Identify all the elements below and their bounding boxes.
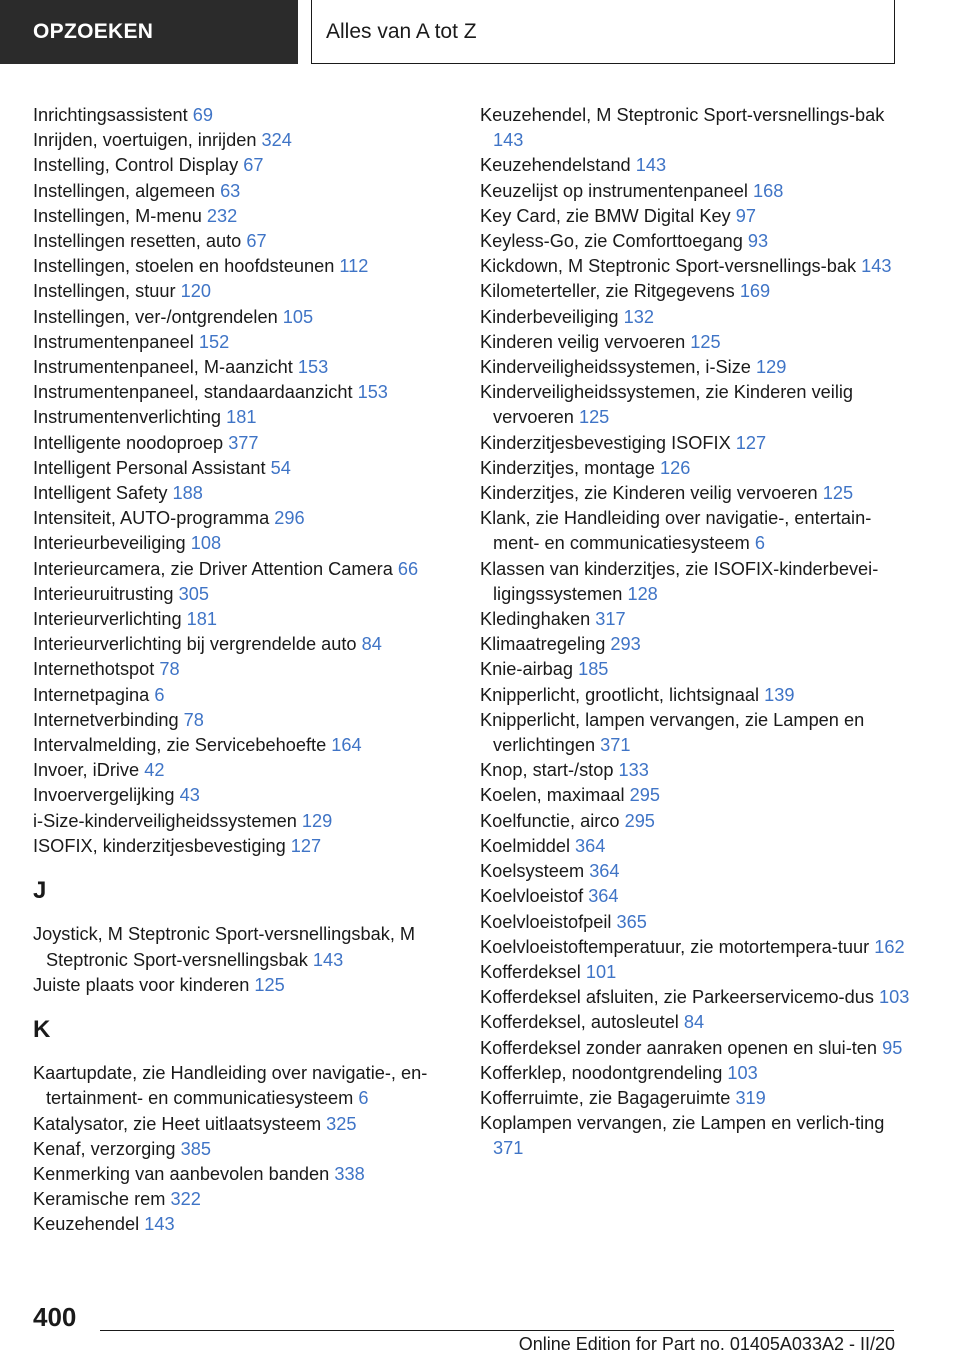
index-entry-text: Instrumentenpaneel, standaardaanzicht: [33, 382, 353, 403]
index-entry-text: ISOFIX, kinderzitjesbevestiging: [33, 835, 286, 856]
index-entry: [33, 582, 453, 607]
index-entry-text: Kledinghaken: [480, 609, 591, 630]
page-reference-link[interactable]: 125: [822, 483, 854, 504]
page-number: 400: [33, 1302, 77, 1332]
index-entry: [480, 809, 910, 834]
page-reference-link[interactable]: 133: [618, 760, 649, 781]
page-reference-link[interactable]: 78: [183, 709, 204, 730]
index-entry-text: Kinderen veilig vervoeren: [480, 331, 686, 352]
page-reference-link[interactable]: 143: [144, 1214, 175, 1235]
index-entry-text: Invoervergelijking: [33, 785, 175, 806]
index-entry-text: Koelvloeistoftemperatuur, zie motortempera-tuur: [480, 936, 870, 957]
index-entry: [480, 1111, 910, 1161]
index-entry: [33, 1187, 453, 1212]
page-reference-link[interactable]: 324: [261, 130, 292, 151]
index-entry-text: Koplampen vervangen, zie Lampen en verlich-ting: [480, 1113, 885, 1134]
page-reference-link[interactable]: 153: [297, 357, 329, 378]
page-reference-link[interactable]: 338: [334, 1163, 365, 1184]
index-entry-text: Intelligent Safety: [33, 483, 168, 504]
index-entry-text: Kenmerking van aanbevolen banden: [33, 1163, 330, 1184]
index-entry: [33, 683, 453, 708]
index-entry: [33, 531, 453, 556]
page-reference-link[interactable]: 317: [595, 609, 626, 630]
index-entry-text: Klank, zie Handleiding over navigatie-, entertain-ment- en communicatiesysteem: [480, 508, 872, 554]
index-entry-text: Knipperlicht, grootlicht, lichtsignaal: [480, 684, 760, 705]
index-entry-text: Internetpagina: [33, 684, 150, 705]
page-reference-link[interactable]: 143: [312, 949, 344, 970]
index-entry-text: Kinderzitjes, zie Kinderen veilig vervoeren: [480, 483, 818, 504]
index-entry-text: Koelsysteem: [480, 861, 585, 882]
page-reference-link[interactable]: 364: [588, 886, 619, 907]
index-entry: [33, 657, 453, 682]
index-entry-text: Keramische rem: [33, 1189, 166, 1210]
index-entry-text: Interieurbeveiliging: [33, 533, 186, 554]
index-entry: [480, 254, 910, 279]
index-entry: [480, 657, 910, 682]
index-entry: [480, 683, 910, 708]
index-entry-text: Instellingen, stoelen en hoofdsteunen: [33, 256, 335, 277]
page-reference-link[interactable]: 63: [220, 180, 241, 201]
index-entry: [480, 481, 910, 506]
index-entry-text: Instellingen, ver-/ontgrendelen: [33, 306, 278, 327]
page-reference-link[interactable]: 6: [754, 533, 765, 554]
index-entry: [33, 355, 453, 380]
index-entry: [33, 1061, 453, 1111]
index-entry-text: Knipperlicht, lampen vervangen, zie Lampen en verlichtingen: [480, 709, 865, 756]
section-title: Alles van A tot Z: [326, 19, 477, 43]
index-entry-text: Interieurverlichting bij vergrendelde auto: [33, 634, 357, 655]
index-entry-text: Instrumentenverlichting: [33, 407, 222, 428]
index-entry: [33, 834, 453, 859]
index-entry-text: i-Size-kinderveiligheidssystemen: [33, 810, 297, 831]
index-entry: [33, 431, 453, 456]
index-entry: [33, 229, 453, 254]
index-entry: [33, 708, 453, 733]
index-entry: [33, 305, 453, 330]
index-entry-text: Keuzehendelstand: [480, 155, 631, 176]
page-reference-link[interactable]: 101: [585, 961, 617, 982]
index-entry: [33, 456, 453, 481]
index-entry: [33, 557, 453, 582]
index-entry: [33, 128, 453, 153]
page-reference-link[interactable]: 126: [659, 457, 691, 478]
index-entry-text: Keyless-Go, zie Comforttoegang: [480, 231, 743, 252]
index-entry-text: Instellingen, M-menu: [33, 205, 202, 226]
index-entry: [480, 179, 910, 204]
page-reference-link[interactable]: 103: [878, 987, 910, 1008]
page-reference-link[interactable]: 385: [180, 1138, 211, 1159]
index-entry-text: Inrijden, voertuigen, inrijden: [33, 130, 257, 151]
index-entry: [33, 153, 453, 178]
index-entry: [480, 884, 910, 909]
page-reference-link[interactable]: 67: [243, 155, 264, 176]
footer-edition-text: Online Edition for Part no. 01405A033A2 - II/20: [518, 1334, 895, 1354]
index-entry-text: Klimaatregeling: [480, 634, 606, 655]
index-entry-text: Kinderveiligheidssystemen, i-Size: [480, 357, 751, 378]
header-tab-label: OPZOEKEN: [33, 20, 154, 43]
index-entry-text: Instrumentenpaneel: [33, 331, 194, 352]
index-entry: [33, 103, 453, 128]
index-entry: [480, 279, 910, 304]
page-reference-link[interactable]: 67: [246, 231, 267, 252]
index-entry: [33, 607, 453, 632]
page-reference-link[interactable]: 322: [170, 1189, 201, 1210]
footer-divider: [100, 1330, 894, 1331]
index-entry: [480, 456, 910, 481]
index-entry: [33, 809, 453, 834]
page-reference-link[interactable]: 371: [493, 1138, 524, 1159]
index-entry: [480, 229, 910, 254]
index-entry-text: Kofferdeksel, autosleutel: [480, 1012, 679, 1033]
index-entry-text: Interieurverlichting: [33, 609, 182, 630]
page-reference-link[interactable]: 143: [635, 155, 667, 176]
section-letter-j: J: [33, 877, 47, 905]
page-reference-link[interactable]: 143: [861, 256, 892, 277]
index-column-right: [480, 103, 910, 1162]
index-entry-text: Intensiteit, AUTO-programma: [33, 508, 270, 529]
index-entry-text: Kofferklep, noodontgrendeling: [480, 1062, 723, 1083]
index-entry-text: Instellingen, algemeen: [33, 180, 215, 201]
index-entry-text: Kinderbeveiliging: [480, 306, 619, 327]
index-entry-text: Kickdown, M Steptronic Sport-versnellings-bak: [480, 256, 857, 277]
index-entry: [33, 1137, 453, 1162]
index-entry: [33, 506, 453, 531]
page-reference-link[interactable]: 125: [578, 407, 610, 428]
index-entry-text: Koelvloeistof: [480, 886, 584, 907]
page-reference-link[interactable]: 112: [339, 256, 369, 277]
index-entry: [33, 179, 453, 204]
index-entry: [480, 910, 910, 935]
index-entry-text: Koelfunctie, airco: [480, 810, 620, 831]
index-entry: [33, 1112, 453, 1137]
header-tab-opzoeken[interactable]: [0, 0, 298, 64]
index-entry: [480, 1061, 910, 1086]
page-reference-link[interactable]: 43: [179, 785, 200, 806]
index-entry: [480, 758, 910, 783]
index-entry-text: Kofferdeksel: [480, 961, 581, 982]
index-entry: [480, 305, 910, 330]
index-entry-text: Keuzelijst op instrumentenpaneel: [480, 180, 748, 201]
section-letter-k: K: [33, 1015, 51, 1043]
page-reference-link[interactable]: 125: [254, 974, 285, 995]
index-entry-text: Invoer, iDrive: [33, 760, 140, 781]
index-entry: [480, 153, 910, 178]
index-entry-text: Instelling, Control Display: [33, 155, 239, 176]
page-reference-link[interactable]: 105: [282, 306, 314, 327]
index-entry-text: Knop, start-/stop: [480, 760, 614, 781]
index-entry-text: Kofferdeksel afsluiten, zie Parkeerservicemo-dus: [480, 987, 874, 1008]
page-reference-link[interactable]: 296: [274, 508, 305, 529]
index-entry-text: Intelligent Personal Assistant: [33, 457, 266, 478]
index-entry-text: Kenaf, verzorging: [33, 1138, 176, 1159]
index-entry: [33, 1212, 453, 1237]
index-entry: [480, 632, 910, 657]
index-entry: [480, 506, 910, 556]
index-entry: [33, 204, 453, 229]
page-reference-link[interactable]: 66: [397, 558, 419, 579]
index-entry: [33, 758, 453, 783]
index-entry-text: Inrichtingsassistent: [33, 105, 188, 125]
index-entry-text: Instellingen resetten, auto: [33, 231, 242, 252]
index-entry-text: Koelvloeistofpeil: [480, 911, 612, 932]
index-entry: [33, 380, 453, 405]
page-reference-link[interactable]: 188: [172, 483, 203, 504]
page-reference-link[interactable]: 365: [616, 911, 647, 932]
index-entry: [33, 783, 453, 808]
page-reference-link[interactable]: 84: [683, 1012, 705, 1033]
page-reference-link[interactable]: 132: [623, 306, 654, 327]
index-entry: [480, 1036, 910, 1061]
header-section-title: [311, 0, 895, 64]
index-entry: [480, 1086, 910, 1111]
index-entry: [480, 935, 910, 960]
index-entry-text: Koelmiddel: [480, 835, 570, 856]
index-entry: [480, 330, 910, 355]
index-entry: [33, 405, 453, 430]
index-entry: [480, 1010, 910, 1035]
page-reference-link[interactable]: 95: [882, 1037, 903, 1058]
index-entry-text: Kinderzitjes, montage: [480, 457, 655, 478]
index-entry-text: Klassen van kinderzitjes, zie ISOFIX-kinderbevei-ligingssystemen: [480, 558, 879, 604]
page-reference-link[interactable]: 232: [206, 205, 238, 226]
index-entry: [33, 1162, 453, 1187]
index-entry-text: Kilometerteller, zie Ritgegevens: [480, 281, 735, 302]
page-reference-link[interactable]: 129: [755, 357, 787, 378]
page-reference-link[interactable]: 181: [186, 609, 218, 630]
page-reference-link[interactable]: 377: [228, 432, 259, 453]
page-reference-link[interactable]: 153: [357, 382, 388, 403]
index-entry: [480, 985, 910, 1010]
page-reference-link[interactable]: 364: [589, 861, 620, 882]
index-entry: [480, 783, 910, 808]
page-reference-link[interactable]: 139: [764, 684, 795, 705]
page-reference-link[interactable]: 103: [727, 1062, 758, 1083]
page-reference-link[interactable]: 162: [874, 936, 905, 957]
index-entry: [33, 330, 453, 355]
page-reference-link[interactable]: 181: [226, 407, 257, 428]
index-entry: [480, 380, 910, 430]
index-entry-text: Instrumentenpaneel, M-aanzicht: [33, 357, 293, 378]
index-entry-text: Key Card, zie BMW Digital Key: [480, 205, 731, 226]
page-reference-link[interactable]: 120: [180, 281, 211, 302]
page-reference-link[interactable]: 164: [331, 735, 362, 756]
index-entry: [480, 204, 910, 229]
page-reference-link[interactable]: 128: [627, 583, 658, 604]
page-reference-link[interactable]: 371: [600, 735, 631, 756]
page-reference-link[interactable]: 169: [739, 281, 771, 302]
index-entry: [33, 254, 453, 279]
index-entry: [33, 922, 453, 972]
page-reference-link[interactable]: 364: [575, 835, 606, 856]
page-reference-link[interactable]: 127: [290, 835, 322, 856]
index-entry: [480, 607, 910, 632]
index-entry-text: Knie-airbag: [480, 659, 574, 680]
index-entry: [33, 973, 453, 998]
index-entry-text: Koelen, maximaal: [480, 785, 625, 806]
page-reference-link[interactable]: 93: [747, 231, 769, 252]
index-entry: [480, 960, 910, 985]
index-entry-text: Kofferdeksel zonder aanraken openen en slui-ten: [480, 1037, 878, 1058]
index-entry-text: Interieurcamera, zie Driver Attention Camera: [33, 558, 393, 579]
page-reference-link[interactable]: 185: [578, 659, 609, 680]
index-entry-text: Keuzehendel: [33, 1214, 140, 1235]
index-entry-text: Internethotspot: [33, 659, 155, 680]
index-entry-text: Juiste plaats voor kinderen: [33, 974, 250, 995]
page-reference-link[interactable]: 108: [190, 533, 222, 554]
page-reference-link[interactable]: 168: [753, 180, 784, 201]
index-entry: [480, 859, 910, 884]
index-entry: [480, 834, 910, 859]
page-reference-link[interactable]: 6: [358, 1088, 369, 1109]
index-entry: [33, 279, 453, 304]
page-reference-link[interactable]: 125: [690, 331, 721, 352]
page-reference-link[interactable]: 69: [192, 105, 213, 125]
index-entry-text: Intelligente noodoproep: [33, 432, 224, 453]
page-reference-link[interactable]: 97: [735, 205, 756, 226]
page-reference-link[interactable]: 129: [301, 810, 333, 831]
page-reference-link[interactable]: 325: [326, 1113, 357, 1134]
page-reference-link[interactable]: 54: [270, 457, 291, 478]
page-reference-link[interactable]: 319: [735, 1087, 766, 1108]
page-reference-link[interactable]: 295: [629, 785, 660, 806]
index-entry-text: Interieuruitrusting: [33, 583, 174, 604]
page-reference-link[interactable]: 293: [610, 634, 641, 655]
index-entry: [33, 481, 453, 506]
page-reference-link[interactable]: 152: [198, 331, 230, 352]
page-reference-link[interactable]: 295: [624, 810, 655, 831]
index-entry: [480, 708, 910, 758]
index-entry: [480, 431, 910, 456]
page-reference-link[interactable]: 143: [493, 130, 524, 151]
index-entry-text: Joystick, M Steptronic Sport-versnellingsbak, M Steptronic Sport-versnellingsbak: [33, 924, 416, 970]
index-entry-text: Kinderzitjesbevestiging ISOFIX: [480, 432, 731, 453]
index-entry-text: Kinderveiligheidssystemen, zie Kinderen veilig vervoeren: [480, 382, 854, 428]
index-entry: [480, 103, 910, 153]
page-reference-link[interactable]: 305: [178, 583, 209, 604]
index-entry-text: Instellingen, stuur: [33, 281, 176, 302]
index-entry: [480, 355, 910, 380]
page-reference-link[interactable]: 42: [144, 760, 165, 781]
index-entry-text: Katalysator, zie Heet uitlaatsysteem: [33, 1113, 322, 1134]
index-column-left: [33, 103, 453, 1238]
index-entry: [33, 632, 453, 657]
index-entry-text: Internetverbinding: [33, 709, 179, 730]
index-entry: [480, 557, 910, 607]
index-entry-text: Kaartupdate, zie Handleiding over navigatie-, en-tertainment- en communicatiesysteem: [33, 1063, 428, 1109]
page-reference-link[interactable]: 6: [154, 684, 165, 705]
index-entry-text: Keuzehendel, M Steptronic Sport-versnellings-bak: [480, 105, 885, 125]
page-reference-link[interactable]: 78: [159, 659, 180, 680]
index-entry-text: Kofferruimte, zie Bagageruimte: [480, 1087, 731, 1108]
index-entry-text: Intervalmelding, zie Servicebehoefte: [33, 735, 327, 756]
page-reference-link[interactable]: 127: [735, 432, 767, 453]
page-reference-link[interactable]: 84: [361, 634, 382, 655]
index-entry: [33, 733, 453, 758]
